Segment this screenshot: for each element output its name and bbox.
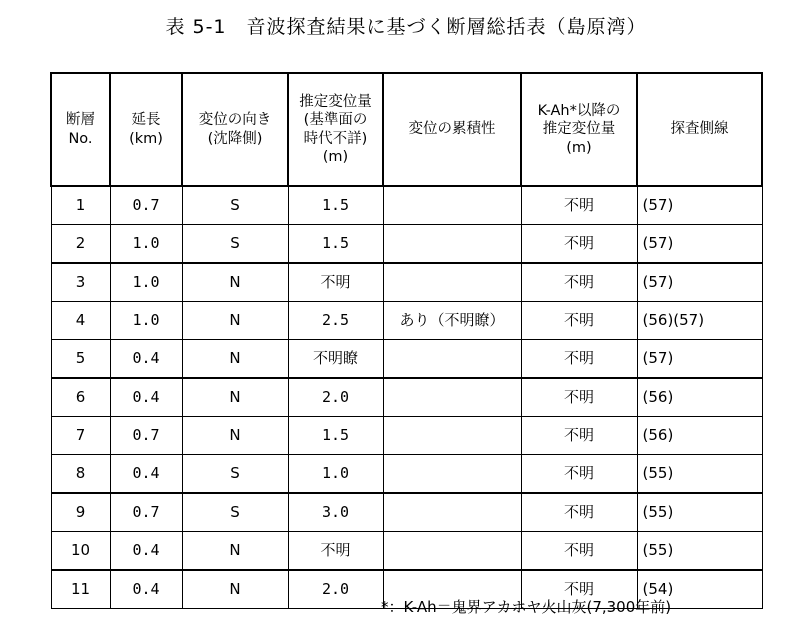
cell-kah: 不明: [521, 378, 637, 417]
table-row: [51, 493, 762, 532]
cell-direction: N: [182, 302, 288, 340]
cell-cumulative: [383, 225, 521, 264]
table-row: [51, 340, 762, 379]
cell-survey-line: (57): [637, 186, 762, 225]
cell-no: 9: [51, 493, 110, 532]
table-row: [51, 263, 762, 302]
cell-length: 0.4: [110, 570, 182, 609]
header-length: 延長 (km): [110, 73, 182, 186]
cell-survey-line: (55): [637, 455, 762, 494]
cell-cumulative: [383, 263, 521, 302]
cell-cumulative: [383, 532, 521, 571]
cell-cumulative: [383, 417, 521, 455]
table-title: 表 5-1 音波探査結果に基づく断層総括表（島原湾）: [165, 16, 647, 38]
cell-survey-line: (56)(57): [637, 302, 762, 340]
cell-direction: N: [182, 570, 288, 609]
cell-survey-line: (56): [637, 378, 762, 417]
cell-survey-line: (55): [637, 493, 762, 532]
table-row: [51, 302, 762, 340]
cell-survey-line: (56): [637, 417, 762, 455]
cell-length: 1.0: [110, 263, 182, 302]
cell-no: 7: [51, 417, 110, 455]
cell-survey-line: (57): [637, 340, 762, 379]
footnote: *：K-Ah＝鬼界アカホヤ火山灰(7,300年前): [381, 598, 672, 616]
cell-direction: S: [182, 455, 288, 494]
cell-length: 0.4: [110, 378, 182, 417]
cell-kah: 不明: [521, 225, 637, 264]
cell-length: 0.4: [110, 532, 182, 571]
cell-cumulative: [383, 186, 521, 225]
cell-length: 0.4: [110, 340, 182, 379]
cell-displacement: 1.5: [288, 417, 383, 455]
cell-kah: 不明: [521, 340, 637, 379]
header-survey-line: 探査側線: [637, 73, 762, 186]
cell-kah: 不明: [521, 532, 637, 571]
cell-direction: S: [182, 225, 288, 264]
cell-survey-line: (57): [637, 225, 762, 264]
header-kah-displacement: K-Ah*以降の 推定変位量 (m): [521, 73, 637, 186]
cell-displacement: 1.0: [288, 455, 383, 494]
cell-length: 0.7: [110, 493, 182, 532]
cell-no: 5: [51, 340, 110, 379]
table-row: [51, 417, 762, 455]
cell-no: 10: [51, 532, 110, 571]
cell-direction: N: [182, 340, 288, 379]
cell-displacement: 1.5: [288, 225, 383, 264]
cell-no: 3: [51, 263, 110, 302]
cell-displacement: 不明: [288, 532, 383, 571]
cell-kah: 不明: [521, 186, 637, 225]
cell-displacement: 3.0: [288, 493, 383, 532]
cell-displacement: 2.0: [288, 570, 383, 609]
table-row: [51, 186, 762, 225]
fault-summary-table: [50, 72, 763, 609]
cell-no: 2: [51, 225, 110, 264]
cell-no: 6: [51, 378, 110, 417]
cell-kah: 不明: [521, 493, 637, 532]
cell-displacement: 2.5: [288, 302, 383, 340]
cell-length: 0.7: [110, 186, 182, 225]
cell-cumulative: [383, 340, 521, 379]
header-direction: 変位の向き (沈降側): [182, 73, 288, 186]
cell-kah: 不明: [521, 263, 637, 302]
cell-direction: N: [182, 417, 288, 455]
cell-survey-line: (55): [637, 532, 762, 571]
cell-direction: S: [182, 186, 288, 225]
cell-no: 11: [51, 570, 110, 609]
cell-cumulative: あり（不明瞭）: [383, 302, 521, 340]
cell-kah: 不明: [521, 570, 637, 609]
header-fault-no: 断層 No.: [51, 73, 110, 186]
cell-displacement: 2.0: [288, 378, 383, 417]
cell-displacement: 不明瞭: [288, 340, 383, 379]
cell-kah: 不明: [521, 302, 637, 340]
cell-direction: N: [182, 378, 288, 417]
cell-no: 1: [51, 186, 110, 225]
cell-length: 0.4: [110, 455, 182, 494]
table-row: [51, 225, 762, 264]
cell-direction: N: [182, 263, 288, 302]
cell-length: 1.0: [110, 225, 182, 264]
cell-displacement: 不明: [288, 263, 383, 302]
cell-survey-line: (57): [637, 263, 762, 302]
cell-cumulative: [383, 493, 521, 532]
cell-direction: S: [182, 493, 288, 532]
table-row: [51, 532, 762, 571]
cell-kah: 不明: [521, 417, 637, 455]
cell-no: 4: [51, 302, 110, 340]
cell-cumulative: [383, 378, 521, 417]
cell-direction: N: [182, 532, 288, 571]
cell-no: 8: [51, 455, 110, 494]
header-cumulative: 変位の累積性: [383, 73, 521, 186]
cell-length: 0.7: [110, 417, 182, 455]
cell-cumulative: [383, 455, 521, 494]
table-row: [51, 378, 762, 417]
cell-kah: 不明: [521, 455, 637, 494]
header-displacement: 推定変位量 (基準面の 時代不詳) (m): [288, 73, 383, 186]
header-row: [51, 73, 762, 186]
cell-survey-line: (54): [637, 570, 762, 609]
cell-length: 1.0: [110, 302, 182, 340]
table-row: [51, 455, 762, 494]
cell-displacement: 1.5: [288, 186, 383, 225]
